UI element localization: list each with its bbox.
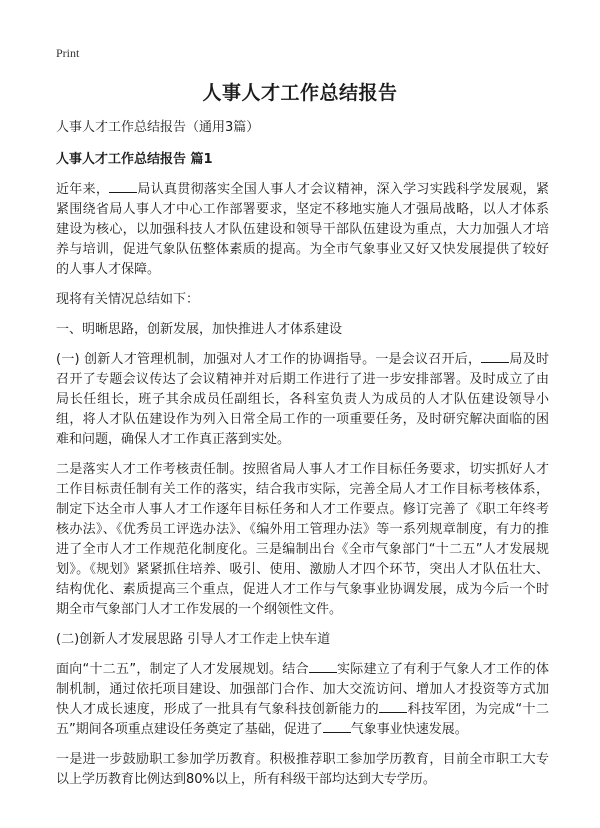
- paragraph-intro: [56, 180, 549, 280]
- paragraph-heading-one: 一、明晰思路，创新发展，加快推进人才体系建设: [56, 322, 343, 337]
- fill-blank: [323, 720, 351, 733]
- paragraph-responsibility: 二是落实人才工作考核责任制。按照省局人事人才工作目标任务要求，切实抓好人才工作目标责任制有关工作的落实，结合我市实际，完善全局人才工作目标考核体系，制定下达全市人事人才工作逐年目标任务和人才工作要点。修订完善了《职工年终考核办法》、《优秀员工评选办法》、《编外用工管理办法》等一系列规章制度，有力的推进了全市人才工作规范化制度化。三是编制出台《全市气象部门“十二五”人才发展规划》。《规划》紧紧抓住培养、吸引、使用、激励人才四个环节，突出人才队伍壮大、结构优化、素质提高三个重点，促进人才工作与气象事业协调发展，成为今后一个时期全市气象部门人才工作发展的一个纲领性文件。: [56, 462, 549, 617]
- section-heading: 人事人才工作总结报告 篇1: [56, 152, 213, 167]
- fill-blank: [481, 350, 509, 363]
- print-link[interactable]: Print: [56, 46, 80, 60]
- paragraph-mechanism: [56, 350, 549, 450]
- paragraph-text: 近年来，: [56, 182, 110, 197]
- fill-blank: [109, 180, 137, 193]
- paragraph-text: 面向“十二五”，制定了人才发展规划。结合: [56, 662, 309, 677]
- paragraph-text: (一) 创新人才管理机制，加强对人才工作的协调指导。一是会议召开后，: [56, 352, 482, 367]
- document-subtitle: 人事人才工作总结报告（通用3篇）: [56, 120, 260, 135]
- paragraph-education: 一是进一步鼓励职工参加学历教育。积极推荐职工参加学历教育，目前全市职工大专以上学历教育比例达到80%以上，所有科级干部均达到大专学历。: [56, 752, 549, 787]
- paragraph-planning: [56, 660, 549, 740]
- paragraph-summary-lead: 现将有关情况总结如下：: [56, 292, 200, 307]
- paragraph-text: 局认真贯彻落实全国人事人才会议精神，深入学习实践科学发展观，紧紧围绕省局人事人才中心工作部署要求，坚定不移地实施人才强局战略，以人才体系建设为核心，以加强科技人才队伍建设和领导干部队伍建设为重点，大力加强人才培养与培训，促进气象队伍整体素质的提高。为全市气象事业又好又快发展提供了较好的人事人才保障。: [56, 182, 549, 277]
- document-body: [56, 118, 549, 800]
- fill-blank: [379, 700, 407, 713]
- page-title: 人事人才工作总结报告: [202, 82, 398, 104]
- paragraph-text: 气象事业快速发展。: [350, 722, 468, 737]
- paragraph-text: 科技军团，为完成“十二五”期间各项重点建设任务奠定了基础，促进了: [56, 702, 549, 737]
- paragraph-text: 局及时召开了专题会议传达了会议精神并对后期工作进行了进一步安排部署。及时成立了由局长任组长，班子其余成员任副组长，各科室负责人为成员的人才队伍建设领导小组，将人才队伍建设作为列入日常全局工作的一项重要任务，及时研究解决面临的困难和问题，确保人才工作真正落到实处。: [56, 352, 549, 447]
- paragraph-heading-two: (二)创新人才发展思路 引导人才工作走上快车道: [56, 632, 331, 647]
- fill-blank: [309, 660, 337, 673]
- paragraph-text: 实际建立了有利于气象人才工作的体制机制，通过依托项目建设、加强部门合作、加大交流访问、增加人才投资等方式加快人才成长速度，形成了一批具有气象科技创新能力的: [56, 662, 549, 717]
